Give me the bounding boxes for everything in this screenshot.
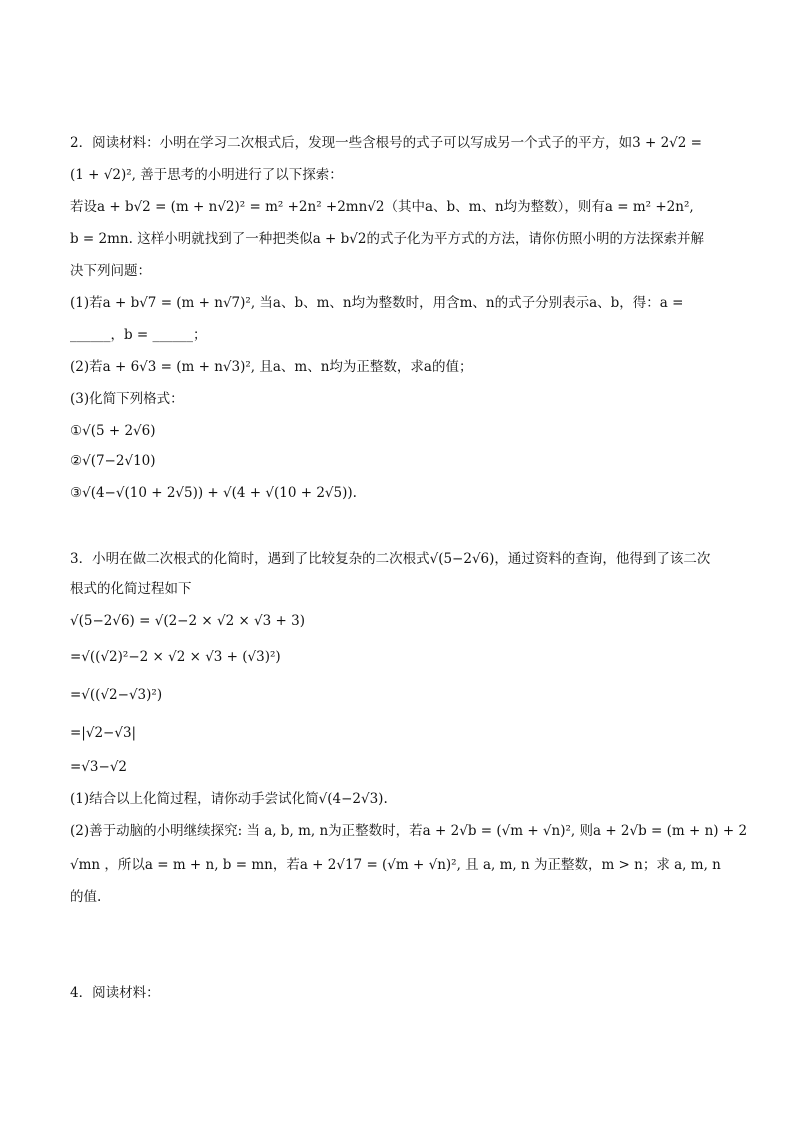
q2-line-6: (1)若a + b√7 = (m + n√7)², 当a、b、m、n均为整数时，用含m、n的式子分别表示a、b，得：a = bbox=[70, 295, 684, 311]
q3-line-3: √(5−2√6) = √(2−2 × √2 × √3 + 3) bbox=[70, 613, 305, 629]
q3-line-9: (2)善于动脑的小明继续探究: 当 a, b, m, n为正整数时，若a + 2√b = (√m + √n)², 则a + 2√b = (m + n) + 2 bbox=[70, 823, 748, 839]
q4-line-1: 4．阅读材料： bbox=[70, 985, 160, 1001]
q2-line-5: 决下列问题： bbox=[70, 263, 151, 279]
q2-item-2: ②√(7−2√10) bbox=[70, 453, 156, 469]
q3-line-4: =√((√2)²−2 × √2 × √3 + (√3)²) bbox=[70, 649, 281, 665]
q3-line-7: =√3−√2 bbox=[70, 759, 128, 775]
q2-line-2: (1 + √2)², 善于思考的小明进行了以下探索： bbox=[70, 167, 343, 183]
q2-line-1: 2．阅读材料：小明在学习二次根式后，发现一些含根号的式子可以写成另一个式子的平方，如3 + 2√2 = bbox=[70, 135, 702, 151]
q2-line-9: (3)化简下列格式： bbox=[70, 391, 184, 407]
q3-line-10: √mn ，所以a = m + n, b = mn，若a + 2√17 = (√m + √n)², 且 a, m, n 为正整数，m > n；求 a, m, n bbox=[70, 857, 721, 873]
q3-line-1: 3．小明在做二次根式的化简时，遇到了比较复杂的二次根式√(5−2√6)，通过资料的查询，他得到了该二次 bbox=[70, 551, 711, 567]
q3-line-8: (1)结合以上化简过程，请你动手尝试化简√(4−2√3). bbox=[70, 791, 388, 807]
q2-item-3: ③√(4−√(10 + 2√5)) + √(4 + √(10 + 2√5)). bbox=[70, 485, 357, 501]
q2-line-7: ______，b = ______； bbox=[70, 327, 207, 343]
q3-line-5: =√((√2−√3)²) bbox=[70, 687, 163, 703]
q3-line-6: =|√2−√3| bbox=[70, 725, 137, 741]
q3-line-2: 根式的化简过程如下 bbox=[70, 581, 192, 597]
q2-line-4: b = 2mn. 这样小明就找到了一种把类似a + b√2的式子化为平方式的方法，请你仿照小明的方法探索并解 bbox=[70, 231, 704, 247]
q2-item-1: ①√(5 + 2√6) bbox=[70, 423, 156, 439]
q2-line-8: (2)若a + 6√3 = (m + n√3)², 且a、m、n均为正整数，求a的值； bbox=[70, 359, 473, 375]
q2-line-3: 若设a + b√2 = (m + n√2)² = m² +2n² +2mn√2（其中a、b、m、n均为整数），则有a = m² +2n², bbox=[70, 199, 694, 215]
q3-line-11: 的值. bbox=[70, 889, 102, 905]
